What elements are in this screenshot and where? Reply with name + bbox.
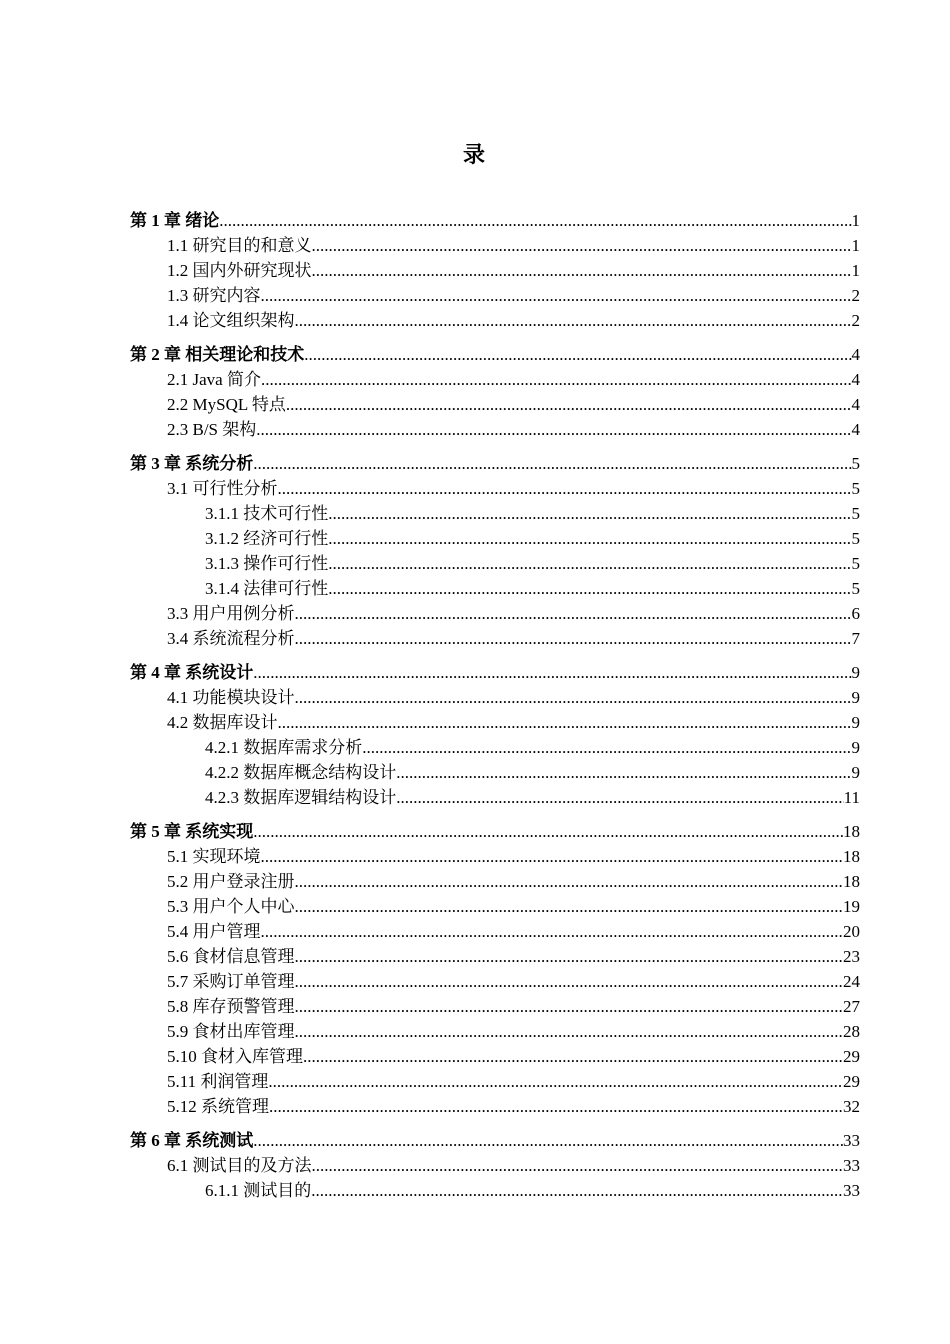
- toc-page-number: 5: [851, 504, 860, 523]
- toc-entry-label: 5.8 库存预警管理: [167, 997, 295, 1016]
- dot-leader: [253, 451, 851, 476]
- toc-section-entry[interactable]: [130, 894, 860, 919]
- toc-page-number: 27: [843, 997, 860, 1016]
- toc-entry-label: 1.1 研究目的和意义: [167, 236, 312, 255]
- toc-section-entry[interactable]: [130, 1094, 860, 1119]
- toc-page-number: 23: [843, 947, 860, 966]
- toc-entry-label: 2.1 Java 简介: [167, 370, 261, 389]
- toc-entry-label: 第 6 章 系统测试: [130, 1131, 254, 1150]
- toc-entry-label: 5.3 用户个人中心: [167, 897, 295, 916]
- toc-page-number: 33: [843, 1181, 860, 1200]
- toc-section-entry[interactable]: [130, 969, 860, 994]
- toc-section-entry[interactable]: [130, 1069, 860, 1094]
- toc-entry-label: 3.4 系统流程分析: [167, 629, 295, 648]
- toc-page-number: 5: [851, 579, 860, 598]
- dot-leader: [303, 1044, 843, 1069]
- toc-section-entry[interactable]: [130, 1044, 860, 1069]
- dot-leader: [304, 342, 851, 367]
- toc-entry-label: 6.1.1 测试目的: [205, 1181, 312, 1200]
- dot-leader: [295, 969, 844, 994]
- toc-page-number: 5: [851, 454, 860, 473]
- toc-page-number: 6: [851, 604, 860, 623]
- toc-entry-label: 3.1.3 操作可行性: [205, 554, 329, 573]
- toc-page-number: 9: [851, 663, 860, 682]
- toc-page-number: 18: [843, 872, 860, 891]
- toc-page-number: 20: [843, 922, 860, 941]
- toc-section-entry[interactable]: [130, 233, 860, 258]
- dot-leader: [295, 1019, 844, 1044]
- toc-section-entry[interactable]: [130, 367, 860, 392]
- toc-entry-label: 第 2 章 相关理论和技术: [130, 345, 305, 364]
- dot-leader: [261, 367, 852, 392]
- toc-entry-label: 1.4 论文组织架构: [167, 311, 295, 330]
- dot-leader: [295, 685, 852, 710]
- toc-entry-label: 1.3 研究内容: [167, 286, 261, 305]
- dot-leader: [328, 576, 851, 601]
- toc-section-entry[interactable]: [130, 283, 860, 308]
- dot-leader: [312, 1153, 844, 1178]
- dot-leader: [219, 208, 851, 233]
- toc-entry-label: 第 4 章 系统设计: [130, 663, 254, 682]
- dot-leader: [253, 1128, 843, 1153]
- toc-page-number: 11: [843, 788, 860, 807]
- toc-entry-label: 5.1 实现环境: [167, 847, 261, 866]
- toc-entry-label: 4.2.3 数据库逻辑结构设计: [205, 788, 397, 807]
- toc-entry-label: 4.1 功能模块设计: [167, 688, 295, 707]
- toc-entry-label: 4.2 数据库设计: [167, 713, 278, 732]
- toc-page-number: 33: [843, 1156, 860, 1175]
- toc-section-entry[interactable]: [130, 392, 860, 417]
- toc-chapter-entry[interactable]: [130, 208, 860, 233]
- toc-section-entry[interactable]: [130, 601, 860, 626]
- toc-subsection-entry[interactable]: [130, 576, 860, 601]
- dot-leader: [295, 994, 844, 1019]
- toc-subsection-entry[interactable]: [130, 760, 860, 785]
- toc-page-number: 18: [843, 847, 860, 866]
- toc-page-number: 4: [851, 345, 860, 364]
- dot-leader: [295, 308, 852, 333]
- toc-page-number: 4: [851, 395, 860, 414]
- dot-leader: [253, 660, 851, 685]
- toc-page-number: 4: [851, 420, 860, 439]
- toc-section-entry[interactable]: [130, 417, 860, 442]
- dot-leader: [295, 894, 844, 919]
- toc-page-number: 32: [843, 1097, 860, 1116]
- toc-entry-label: 3.1 可行性分析: [167, 479, 278, 498]
- toc-page-number: 7: [851, 629, 860, 648]
- dot-leader: [286, 392, 852, 417]
- toc-page-number: 1: [851, 261, 860, 280]
- toc-section-entry[interactable]: [130, 1153, 860, 1178]
- toc-page-number: 28: [843, 1022, 860, 1041]
- toc-subsection-entry[interactable]: [130, 501, 860, 526]
- dot-leader: [278, 710, 852, 735]
- dot-leader: [312, 233, 852, 258]
- dot-leader: [261, 844, 844, 869]
- toc-entry-label: 3.3 用户用例分析: [167, 604, 295, 623]
- toc-page-number: 9: [851, 763, 860, 782]
- toc-entry-label: 4.2.1 数据库需求分析: [205, 738, 363, 757]
- toc-entry-label: 5.9 食材出库管理: [167, 1022, 295, 1041]
- toc-section-entry[interactable]: [130, 710, 860, 735]
- dot-leader: [328, 501, 851, 526]
- dot-leader: [295, 626, 852, 651]
- toc-entry-label: 第 5 章 系统实现: [130, 822, 254, 841]
- table-of-contents: [130, 208, 860, 1203]
- toc-section-entry[interactable]: [130, 844, 860, 869]
- dot-leader: [295, 869, 844, 894]
- dot-leader: [328, 526, 851, 551]
- toc-page-number: 1: [851, 211, 860, 230]
- toc-subsection-entry[interactable]: [130, 551, 860, 576]
- toc-section-entry[interactable]: [130, 476, 860, 501]
- dot-leader: [362, 735, 851, 760]
- toc-chapter-entry[interactable]: [130, 660, 860, 685]
- toc-page-number: 5: [851, 554, 860, 573]
- toc-page-number: 5: [851, 479, 860, 498]
- toc-page-number: 24: [843, 972, 860, 991]
- toc-entry-label: 第 1 章 绪论: [130, 211, 220, 230]
- toc-chapter-entry[interactable]: [130, 342, 860, 367]
- dot-leader: [328, 551, 851, 576]
- dot-leader: [253, 819, 843, 844]
- toc-page-number: 9: [851, 688, 860, 707]
- toc-section-entry[interactable]: [130, 258, 860, 283]
- toc-entry-label: 5.11 利润管理: [167, 1072, 269, 1091]
- toc-entry-label: 5.7 采购订单管理: [167, 972, 295, 991]
- dot-leader: [312, 258, 852, 283]
- dot-leader: [278, 476, 852, 501]
- toc-page-number: 2: [851, 286, 860, 305]
- toc-entry-label: 2.3 B/S 架构: [167, 420, 257, 439]
- toc-page-number: 19: [843, 897, 860, 916]
- toc-entry-label: 2.2 MySQL 特点: [167, 395, 286, 414]
- toc-page-number: 33: [843, 1131, 860, 1150]
- toc-entry-label: 5.6 食材信息管理: [167, 947, 295, 966]
- dot-leader: [295, 944, 844, 969]
- dot-leader: [295, 601, 852, 626]
- dot-leader: [396, 785, 843, 810]
- toc-section-entry[interactable]: [130, 308, 860, 333]
- toc-section-entry[interactable]: [130, 994, 860, 1019]
- toc-entry-label: 5.10 食材入库管理: [167, 1047, 303, 1066]
- toc-page-number: 18: [843, 822, 860, 841]
- toc-page-number: 9: [851, 713, 860, 732]
- dot-leader: [311, 1178, 843, 1203]
- dot-leader: [269, 1094, 843, 1119]
- toc-subsection-entry[interactable]: [130, 785, 860, 810]
- toc-page-number: 1: [851, 236, 860, 255]
- dot-leader: [261, 919, 844, 944]
- toc-page-number: 2: [851, 311, 860, 330]
- toc-chapter-entry[interactable]: [130, 1128, 860, 1153]
- toc-page-number: 29: [843, 1047, 860, 1066]
- toc-entry-label: 5.4 用户管理: [167, 922, 261, 941]
- toc-page-number: 5: [851, 529, 860, 548]
- toc-page-number: 29: [843, 1072, 860, 1091]
- toc-entry-label: 3.1.4 法律可行性: [205, 579, 329, 598]
- toc-section-entry[interactable]: [130, 685, 860, 710]
- dot-leader: [268, 1069, 843, 1094]
- toc-subsection-entry[interactable]: [130, 1178, 860, 1203]
- toc-title: 录: [462, 143, 487, 168]
- dot-leader: [396, 760, 851, 785]
- toc-entry-label: 第 3 章 系统分析: [130, 454, 254, 473]
- toc-subsection-entry[interactable]: [130, 735, 860, 760]
- toc-chapter-entry[interactable]: [130, 451, 860, 476]
- toc-page-number: 9: [851, 738, 860, 757]
- dot-leader: [261, 283, 852, 308]
- toc-section-entry[interactable]: [130, 944, 860, 969]
- toc-entry-label: 5.2 用户登录注册: [167, 872, 295, 891]
- toc-subsection-entry[interactable]: [130, 526, 860, 551]
- toc-entry-label: 4.2.2 数据库概念结构设计: [205, 763, 397, 782]
- toc-entry-label: 5.12 系统管理: [167, 1097, 269, 1116]
- toc-section-entry[interactable]: [130, 919, 860, 944]
- toc-entry-label: 6.1 测试目的及方法: [167, 1156, 312, 1175]
- toc-entry-label: 3.1.1 技术可行性: [205, 504, 329, 523]
- toc-page-number: 4: [851, 370, 860, 389]
- toc-entry-label: 3.1.2 经济可行性: [205, 529, 329, 548]
- dot-leader: [256, 417, 851, 442]
- toc-entry-label: 1.2 国内外研究现状: [167, 261, 312, 280]
- toc-section-entry[interactable]: [130, 1019, 860, 1044]
- toc-chapter-entry[interactable]: [130, 819, 860, 844]
- toc-section-entry[interactable]: [130, 869, 860, 894]
- toc-section-entry[interactable]: [130, 626, 860, 651]
